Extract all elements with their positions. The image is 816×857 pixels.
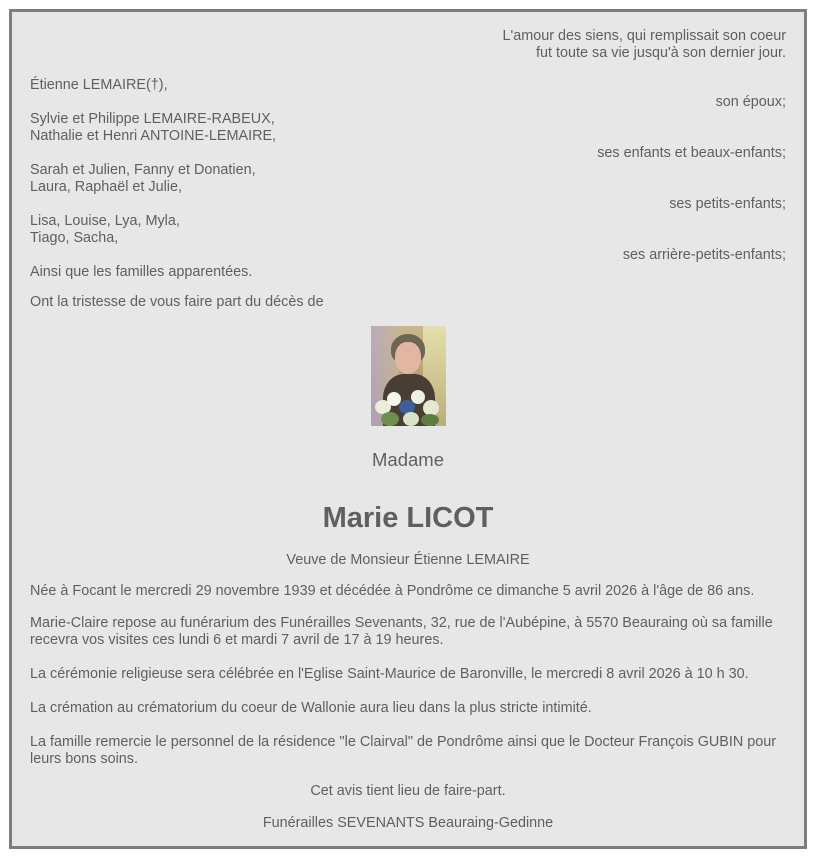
great-grandchildren-role: ses arrière-petits-enfants; (622, 247, 786, 263)
birth-death-line: Née à Focant le mercredi 29 novembre 1939 et décédée à Pondrôme ce dimanche 5 avril 2026 à l'âge de 86 ans. (30, 583, 755, 599)
grandchildren-role: ses petits-enfants; (669, 196, 786, 212)
undertaker-line: Funérailles SEVENANTS Beauraing-Gedinne (262, 815, 554, 831)
quote-line-1: L'amour des siens, qui remplissait son coeur (502, 28, 786, 44)
great-grandchildren-line-1: Lisa, Louise, Lya, Myla, (30, 213, 180, 229)
announcement-line: Ont la tristesse de vous faire part du décès de (30, 294, 324, 310)
funeral-home-line-2: recevra vos visites ces lundi 6 et mardi 7 avril de 17 à 19 heures. (30, 632, 444, 648)
spouse-name: Étienne LEMAIRE(†), (30, 77, 168, 93)
widow-of-line: Veuve de Monsieur Étienne LEMAIRE (286, 552, 530, 568)
relatives-line: Ainsi que les familles apparentées. (30, 264, 253, 280)
notice-line: Cet avis tient lieu de faire-part. (310, 783, 506, 799)
portrait-photo (371, 326, 446, 426)
spouse-role: son époux; (715, 94, 786, 110)
deceased-name: Marie LICOT (322, 502, 494, 534)
children-line-1: Sylvie et Philippe LEMAIRE-RABEUX, (30, 111, 275, 127)
funeral-home-line-1: Marie-Claire repose au funérarium des Funérailles Sevenants, 32, rue de l'Aubépine, à 5570 Beauraing où sa famille (30, 615, 773, 631)
obituary-card (9, 9, 807, 849)
cremation-line: La crémation au crématorium du coeur de Wallonie aura lieu dans la plus stricte intimité. (30, 700, 592, 716)
children-role: ses enfants et beaux-enfants; (597, 145, 786, 161)
ceremony-line: La cérémonie religieuse sera célébrée en l'Eglise Saint-Maurice de Baronville, le mercredi 8 avril 2026 à 10 h 30. (30, 666, 749, 682)
thanks-line-2: leurs bons soins. (30, 751, 138, 767)
grandchildren-line-2: Laura, Raphaël et Julie, (30, 179, 183, 195)
salutation: Madame (372, 449, 444, 470)
great-grandchildren-line-2: Tiago, Sacha, (30, 230, 119, 246)
thanks-line-1: La famille remercie le personnel de la résidence "le Clairval" de Pondrôme ainsi que le Docteur François GUBIN pour (30, 734, 777, 750)
grandchildren-line-1: Sarah et Julien, Fanny et Donatien, (30, 162, 256, 178)
quote-line-2: fut toute sa vie jusqu'à son dernier jour. (536, 45, 786, 61)
children-line-2: Nathalie et Henri ANTOINE-LEMAIRE, (30, 128, 277, 144)
